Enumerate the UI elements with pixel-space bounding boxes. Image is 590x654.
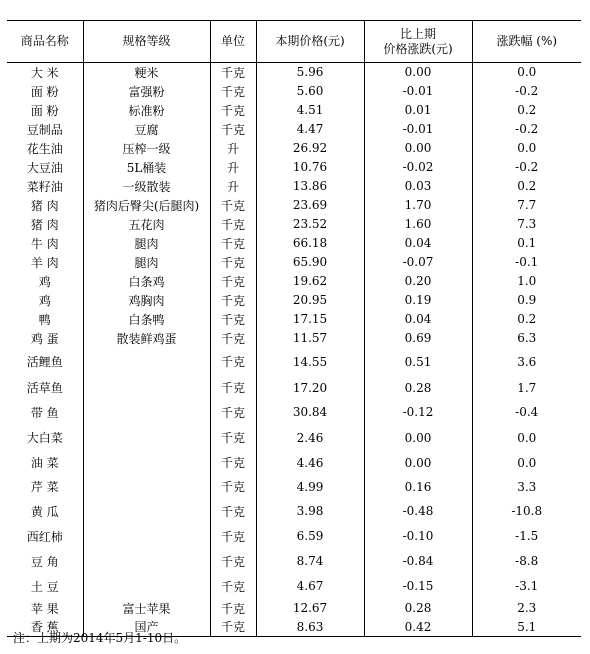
percent-cell: -3.1 (472, 574, 581, 599)
spec-cell (83, 451, 210, 475)
change-cell: 0.04 (364, 310, 472, 329)
table-body (7, 63, 581, 637)
spec-cell: 粳米 (83, 63, 210, 82)
price-cell: 23.69 (256, 196, 364, 215)
percent-cell: 0.0 (472, 139, 581, 158)
percent-cell: 0.9 (472, 291, 581, 310)
unit-cell: 千克 (210, 499, 256, 524)
product-name-cell: 芹 菜 (30, 480, 59, 494)
percent-cell: 0.2 (472, 101, 581, 120)
table-row (7, 139, 581, 158)
table-row (7, 63, 581, 82)
spec-cell: 富士苹果 (83, 599, 210, 618)
unit-cell: 千克 (210, 618, 256, 637)
unit-cell: 千克 (210, 196, 256, 215)
price-cell: 17.20 (256, 376, 364, 400)
table-row (7, 82, 581, 101)
unit-cell: 千克 (210, 524, 256, 549)
percent-cell: 0.0 (472, 425, 581, 451)
percent-cell: 7.7 (472, 196, 581, 215)
change-cell: 0.19 (364, 291, 472, 310)
unit-cell: 千克 (210, 329, 256, 348)
price-cell: 4.46 (256, 451, 364, 475)
percent-cell: -0.2 (472, 120, 581, 139)
footnote: 注：上期为2014年5月1-10日。 (13, 631, 187, 645)
unit-cell: 千克 (210, 291, 256, 310)
spec-cell: 标准粉 (83, 101, 210, 120)
price-cell: 12.67 (256, 599, 364, 618)
percent-cell: -0.2 (472, 82, 581, 101)
product-name-cell: 苹 果 (30, 601, 59, 616)
price-cell: 19.62 (256, 272, 364, 291)
product-name-cell: 香 蕉 (7, 618, 83, 637)
change-cell: -0.15 (364, 574, 472, 599)
table-row (7, 499, 581, 524)
spec-cell (83, 499, 210, 524)
product-name-cell: 豆制品 (26, 122, 63, 137)
percent-cell: 5.1 (472, 618, 581, 637)
product-name-cell: 鸡 (38, 293, 51, 308)
product-name-cell: 鸭 (38, 312, 51, 327)
table-row (7, 234, 581, 253)
percent-cell: -8.8 (472, 549, 581, 574)
price-cell: 4.47 (256, 120, 364, 139)
product-name-cell: 大豆油 (26, 160, 63, 175)
unit-cell: 升 (210, 177, 256, 196)
spec-cell: 鸡胸肉 (83, 291, 210, 310)
percent-cell: 3.6 (472, 348, 581, 376)
price-cell: 3.98 (256, 499, 364, 524)
product-name-cell: 面 粉 (30, 84, 59, 99)
price-cell: 13.86 (256, 177, 364, 196)
change-cell: 0.28 (364, 599, 472, 618)
change-cell: 0.03 (364, 177, 472, 196)
product-name-cell: 西红柿 (26, 529, 63, 544)
spec-cell (83, 348, 210, 376)
price-cell: 4.99 (256, 475, 364, 499)
spec-cell: 白条鸭 (83, 310, 210, 329)
price-cell: 20.95 (256, 291, 364, 310)
percent-cell: 0.0 (472, 63, 581, 82)
percent-cell: 6.3 (472, 329, 581, 348)
header-unit: 单位 (210, 21, 256, 63)
product-name-cell: 花生油 (26, 141, 63, 156)
change-cell: -0.10 (364, 524, 472, 549)
table-row (7, 120, 581, 139)
price-table (7, 20, 581, 637)
change-cell: -0.01 (364, 120, 472, 139)
percent-cell: 0.2 (472, 310, 581, 329)
unit-cell: 千克 (210, 475, 256, 499)
table-row (7, 253, 581, 272)
change-cell: -0.01 (364, 82, 472, 101)
unit-cell: 千克 (210, 376, 256, 400)
price-cell: 2.46 (256, 425, 364, 451)
unit-cell: 升 (210, 158, 256, 177)
product-name-cell: 油 菜 (30, 456, 59, 470)
price-cell: 26.92 (256, 139, 364, 158)
spec-cell: 富强粉 (83, 82, 210, 101)
unit-cell: 千克 (210, 63, 256, 82)
unit-cell: 千克 (210, 120, 256, 139)
price-cell: 17.15 (256, 310, 364, 329)
price-cell: 14.55 (256, 348, 364, 376)
change-cell: 0.42 (364, 618, 472, 637)
change-cell: -0.02 (364, 158, 472, 177)
product-name-cell: 羊 肉 (30, 255, 59, 270)
table-row (7, 310, 581, 329)
spec-cell (83, 475, 210, 499)
change-cell: 0.28 (364, 376, 472, 400)
unit-cell: 千克 (210, 425, 256, 451)
spec-cell: 白条鸡 (83, 272, 210, 291)
unit-cell: 千克 (210, 451, 256, 475)
header-product-name: 商品名称 (7, 21, 83, 63)
spec-cell: 腿肉 (83, 234, 210, 253)
header-current-price: 本期价格(元) (256, 21, 364, 63)
unit-cell: 千克 (210, 310, 256, 329)
percent-cell: -0.4 (472, 400, 581, 425)
price-cell: 4.67 (256, 574, 364, 599)
spec-cell: 压榨一级 (83, 139, 210, 158)
spec-cell: 5L桶装 (83, 158, 210, 177)
spec-cell: 散装鲜鸡蛋 (83, 329, 210, 348)
product-name-cell: 猪 肉 (30, 198, 59, 213)
unit-cell: 千克 (210, 574, 256, 599)
change-cell: 0.00 (364, 451, 472, 475)
change-cell: -0.48 (364, 499, 472, 524)
spec-cell: 国产 (83, 618, 210, 637)
change-cell: 1.60 (364, 215, 472, 234)
table-row (7, 400, 581, 425)
price-cell: 4.51 (256, 101, 364, 120)
unit-cell: 千克 (210, 400, 256, 425)
spec-cell: 豆腐 (83, 120, 210, 139)
product-name-cell: 猪 肉 (30, 217, 59, 232)
price-cell: 65.90 (256, 253, 364, 272)
product-name-cell: 菜籽油 (26, 179, 63, 194)
unit-cell: 千克 (210, 253, 256, 272)
table-row (7, 425, 581, 451)
unit-cell: 千克 (210, 234, 256, 253)
unit-cell: 千克 (210, 272, 256, 291)
spec-cell: 腿肉 (83, 253, 210, 272)
product-name-cell: 活鲤鱼 (26, 355, 63, 369)
product-name-cell: 土 豆 (30, 579, 59, 594)
price-cell: 66.18 (256, 234, 364, 253)
table-row (7, 599, 581, 618)
change-cell: 0.00 (364, 139, 472, 158)
unit-cell: 升 (210, 139, 256, 158)
change-cell: -0.07 (364, 253, 472, 272)
percent-cell: -10.8 (472, 499, 581, 524)
table-row (7, 272, 581, 291)
table-row (7, 177, 581, 196)
price-cell: 5.96 (256, 63, 364, 82)
change-cell: -0.12 (364, 400, 472, 425)
table-row (7, 329, 581, 348)
table-row (7, 524, 581, 549)
change-cell: 0.51 (364, 348, 472, 376)
product-name-cell: 豆 角 (30, 554, 59, 569)
table-row (7, 549, 581, 574)
table-row (7, 376, 581, 400)
product-name-cell: 鸡 蛋 (30, 331, 59, 346)
percent-cell: 7.3 (472, 215, 581, 234)
price-cell: 23.52 (256, 215, 364, 234)
unit-cell: 千克 (210, 599, 256, 618)
unit-cell: 千克 (210, 101, 256, 120)
table-row (7, 348, 581, 376)
price-cell: 8.63 (256, 618, 364, 637)
spec-cell (83, 376, 210, 400)
header-spec-grade: 规格等级 (83, 21, 210, 63)
price-cell: 8.74 (256, 549, 364, 574)
table-row (7, 574, 581, 599)
spec-cell: 一级散装 (83, 177, 210, 196)
table-header-row (7, 21, 581, 63)
change-cell: 0.20 (364, 272, 472, 291)
change-cell: 0.16 (364, 475, 472, 499)
unit-cell: 千克 (210, 215, 256, 234)
spec-cell (83, 549, 210, 574)
spec-cell: 五花肉 (83, 215, 210, 234)
table-row (7, 101, 581, 120)
header-change-percent: 涨跌幅 (%) (472, 21, 581, 63)
product-name-cell: 面 粉 (30, 103, 59, 118)
price-cell: 6.59 (256, 524, 364, 549)
table-row (7, 215, 581, 234)
spec-cell (83, 425, 210, 451)
spec-cell (83, 524, 210, 549)
percent-cell: -1.5 (472, 524, 581, 549)
change-cell: 1.70 (364, 196, 472, 215)
percent-cell: -0.2 (472, 158, 581, 177)
table-row (7, 451, 581, 475)
change-cell: 0.00 (364, 425, 472, 451)
spec-cell (83, 574, 210, 599)
percent-cell: 2.3 (472, 599, 581, 618)
percent-cell: -0.1 (472, 253, 581, 272)
product-name-cell: 带 鱼 (30, 405, 59, 420)
table-row (7, 196, 581, 215)
change-cell: -0.84 (364, 549, 472, 574)
change-cell: 0.00 (364, 63, 472, 82)
percent-cell: 1.0 (472, 272, 581, 291)
spec-cell: 猪肉后臀尖(后腿肉) (83, 196, 210, 215)
product-name-cell: 大白菜 (26, 431, 63, 445)
spec-cell (83, 400, 210, 425)
table-row (7, 158, 581, 177)
percent-cell: 0.1 (472, 234, 581, 253)
change-cell: 0.04 (364, 234, 472, 253)
product-name-cell: 牛 肉 (30, 236, 59, 251)
unit-cell: 千克 (210, 82, 256, 101)
percent-cell: 0.2 (472, 177, 581, 196)
price-cell: 30.84 (256, 400, 364, 425)
price-cell: 11.57 (256, 329, 364, 348)
product-name-cell: 活草鱼 (26, 381, 63, 395)
unit-cell: 千克 (210, 549, 256, 574)
change-cell: 0.69 (364, 329, 472, 348)
header-price-change: 比上期 价格涨跌(元) (364, 21, 472, 63)
change-cell: 0.01 (364, 101, 472, 120)
percent-cell: 3.3 (472, 475, 581, 499)
table-row (7, 475, 581, 499)
price-cell: 10.76 (256, 158, 364, 177)
product-name-cell: 黄 瓜 (30, 504, 59, 519)
table-row (7, 291, 581, 310)
percent-cell: 0.0 (472, 451, 581, 475)
product-name-cell: 鸡 (38, 274, 51, 289)
unit-cell: 千克 (210, 348, 256, 376)
price-cell: 5.60 (256, 82, 364, 101)
product-name-cell: 大 米 (30, 65, 59, 80)
percent-cell: 1.7 (472, 376, 581, 400)
